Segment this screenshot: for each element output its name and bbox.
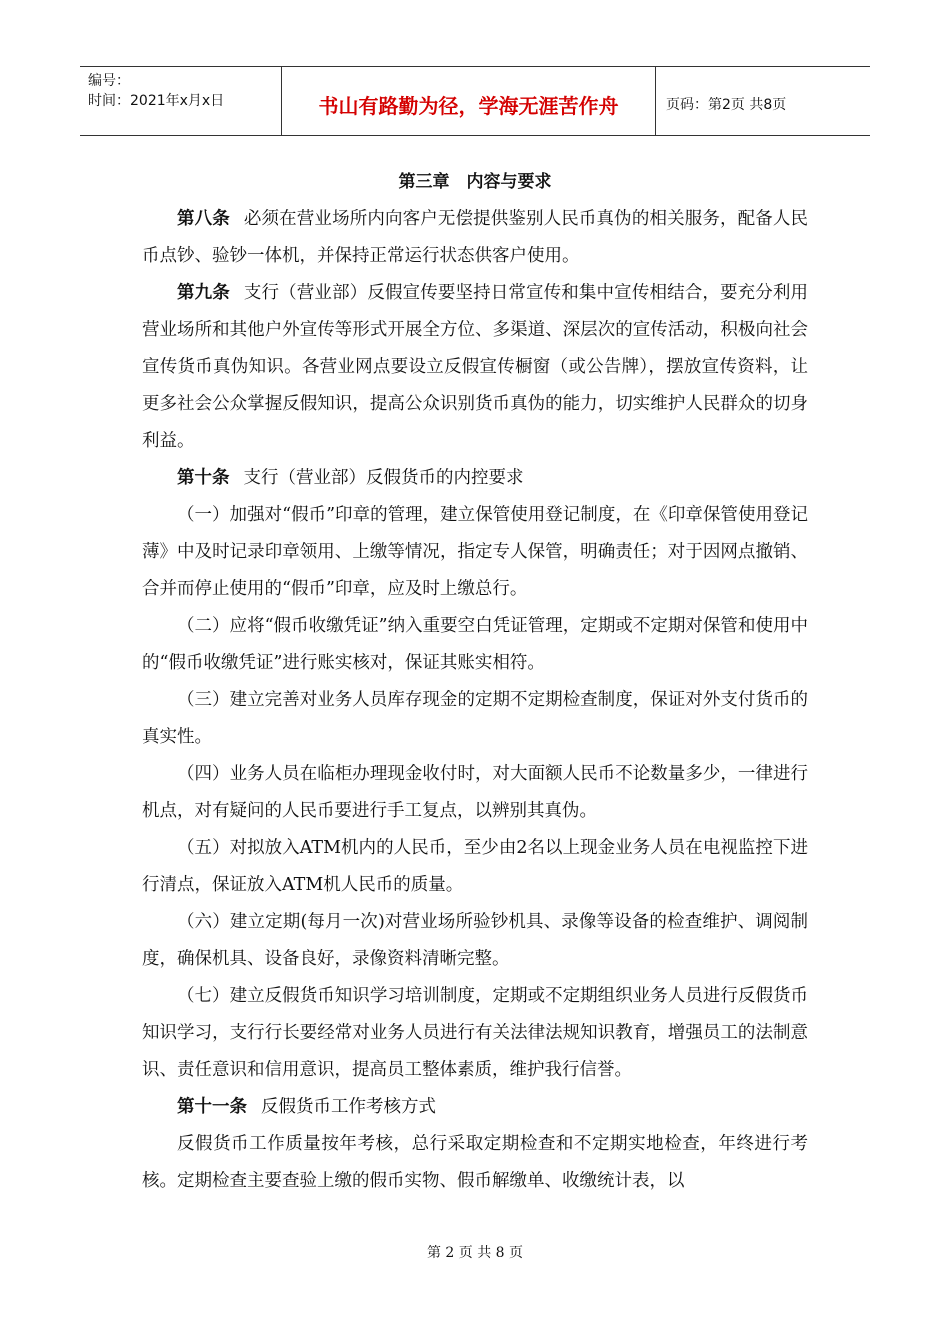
paragraph: [142, 756, 808, 830]
article-heading: 第九条: [177, 283, 230, 303]
paragraph-text: 支行（营业部）反假货币的内控要求: [243, 468, 524, 488]
paragraph: [142, 497, 808, 608]
chapter-title: 第三章 内容与要求: [398, 172, 552, 192]
time-label: 时间：2021年x月x日: [88, 93, 225, 109]
document-body: [142, 164, 808, 1200]
article-heading: 第八条: [177, 209, 230, 229]
paragraph-text: （六）建立定期(每月一次)对营业场所验钞机具、录像等设备的检查维护、调阅制度，确保机具、设备良好，录像资料清晰完整。: [142, 912, 808, 969]
article-heading: 第十条: [177, 468, 230, 488]
paragraph: [142, 682, 808, 756]
header-meta: [80, 67, 282, 135]
paragraph-text: （五）对拟放入ATM机内的人民币，至少由2名以上现金业务人员在电视监控下进行清点，保证放入ATM机人民币的质量。: [142, 838, 808, 895]
paragraph-text: （二）应将“假币收缴凭证”纳入重要空白凭证管理，定期或不定期对保管和使用中的“假币收缴凭证”进行账实核对，保证其账实相符。: [142, 616, 808, 673]
paragraph: [142, 830, 808, 904]
paragraph-text: （四）业务人员在临柜办理现金收付时，对大面额人民币不论数量多少，一律进行机点，对有疑问的人民币要进行手工复点，以辨别其真伪。: [142, 764, 808, 821]
paragraph-text: 反假货币工作考核方式: [261, 1097, 436, 1117]
header-motto: 书山有路勤为径，学海无涯苦作舟: [282, 67, 656, 135]
article-heading: 第十一条: [177, 1097, 247, 1117]
paragraph: [142, 460, 808, 497]
paragraph-text: （一）加强对“假币”印章的管理，建立保管使用登记制度，在《印章保管使用登记薄》中及时记录印章领用、上缴等情况，指定专人保管，明确责任；对于因网点撤销、合并而停止使用的“假币”印章，应及时上缴总行。: [142, 505, 808, 599]
page-footer: 第 2 页 共 8 页: [426, 1245, 524, 1261]
paragraph-text: 支行（营业部）反假宣传要坚持日常宣传和集中宣传相结合，要充分利用营业场所和其他户外宣传等形式开展全方位、多渠道、深层次的宣传活动，积极向社会宣传货币真伪知识。各营业网点要设立反假宣传橱窗（或公告牌），摆放宣传资料，让更多社会公众掌握反假知识，提高公众识别货币真伪的能力，切实维护人民群众的切身利益。: [142, 283, 809, 451]
paragraph: [142, 608, 808, 682]
paragraph-text: 反假货币工作质量按年考核，总行采取定期检查和不定期实地检查，年终进行考核。定期检查主要查验上缴的假币实物、假币解缴单、收缴统计表，以: [142, 1134, 808, 1191]
paragraph-text: （七）建立反假货币知识学习培训制度，定期或不定期组织业务人员进行反假货币知识学习，支行行长要经常对业务人员进行有关法律法规知识教育，增强员工的法制意识、责任意识和信用意识，提高员工整体素质，维护我行信誉。: [142, 986, 808, 1080]
paragraph-text: 必须在营业场所内向客户无偿提供鉴别人民币真伪的相关服务，配备人民币点钞、验钞一体机，并保持正常运行状态供客户使用。: [142, 209, 809, 266]
header-page-info: 页码：第2页 共8页: [666, 97, 787, 113]
number-label: 编号：: [88, 73, 130, 89]
paragraph: [142, 1089, 808, 1126]
paragraph: [142, 275, 808, 460]
paragraph-text: （三）建立完善对业务人员库存现金的定期不定期检查制度，保证对外支付货币的真实性。: [142, 690, 808, 747]
paragraph: [142, 201, 808, 275]
paragraph-list: [142, 201, 808, 1200]
paragraph: [142, 1126, 808, 1200]
page-header: [80, 66, 870, 136]
paragraph: [142, 904, 808, 978]
paragraph: [142, 978, 808, 1089]
